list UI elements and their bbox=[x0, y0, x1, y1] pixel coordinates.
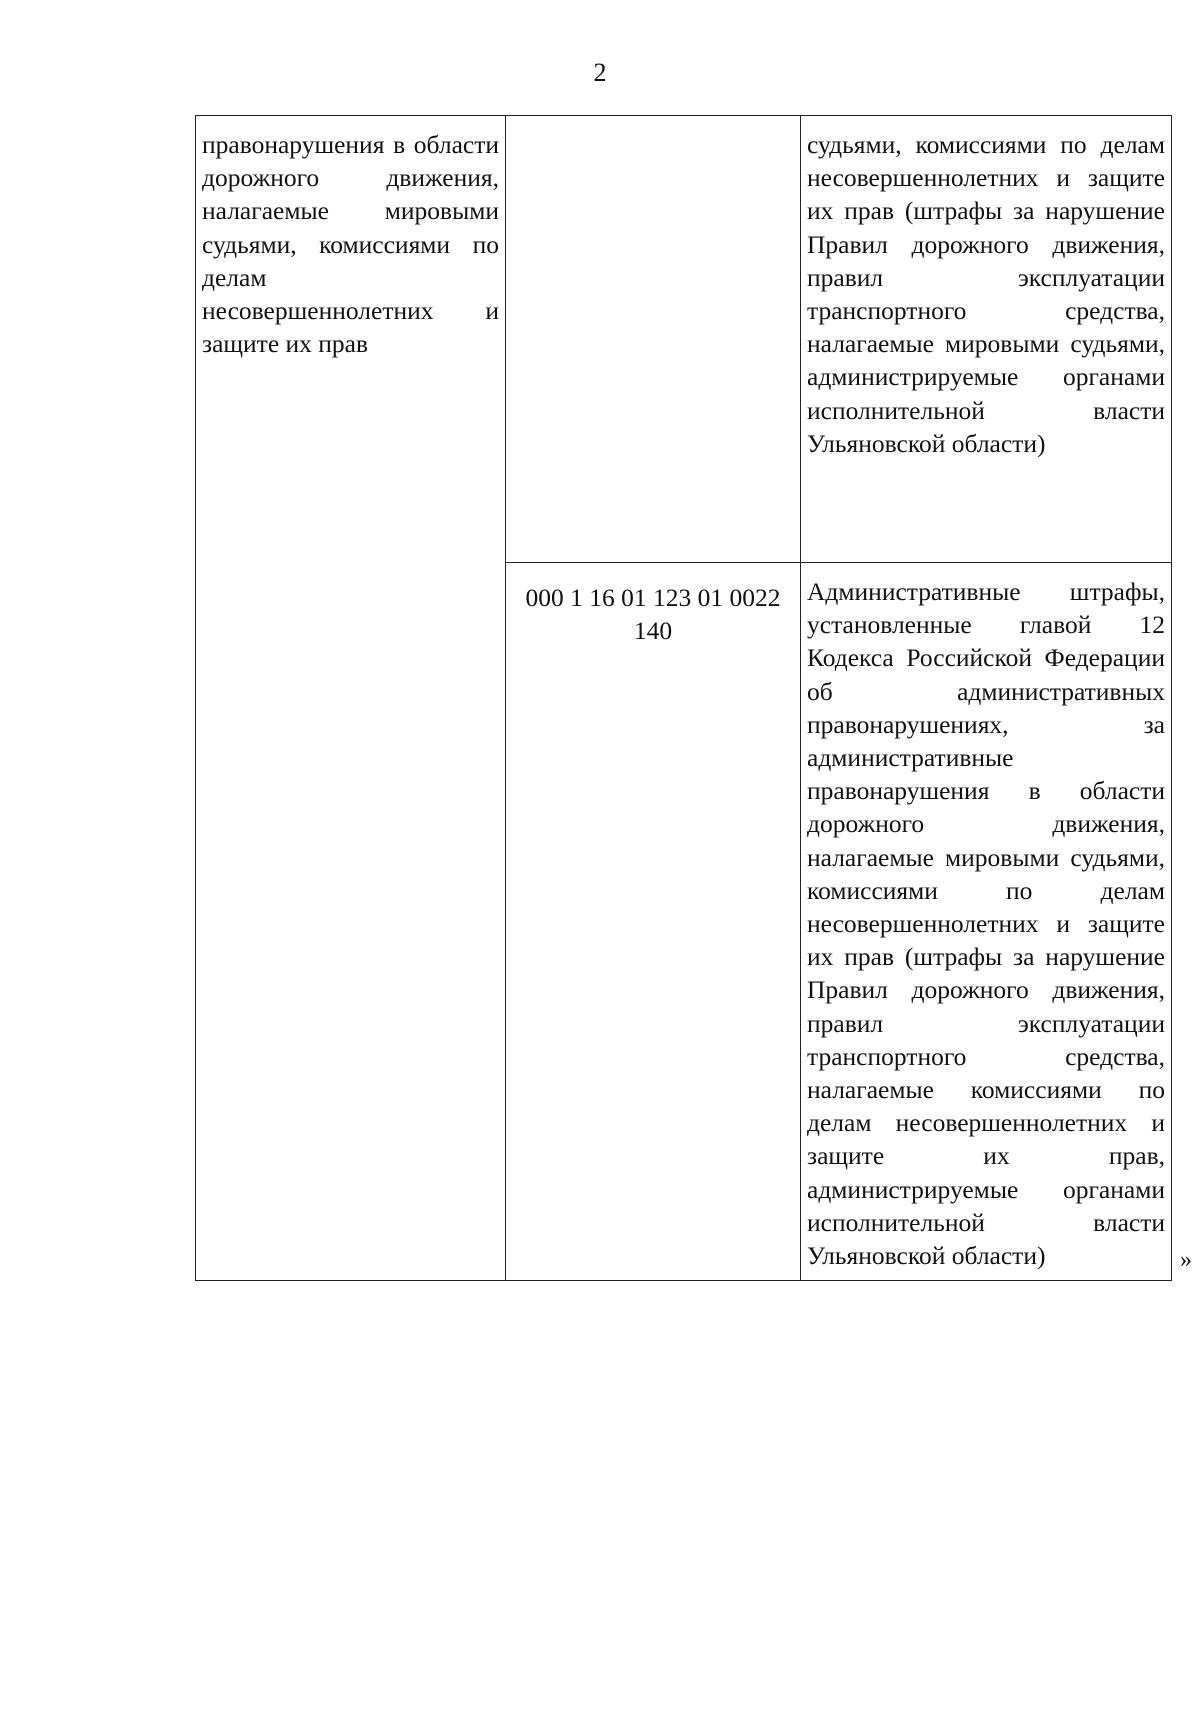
table-cell-description: Административные штрафы, установленные главой 12 Кодекса Российской Федерации об административных правонарушениях, за административные правонарушения в области дорожного движения, налагаемые мировыми судьями, комиссиями по делам несовершеннолетних и защите их прав (штрафы за нарушение Правил дорожного движения, правил эксплуатации транспортного средства, налагаемые комиссиями по делам несовершеннолетних и защите их прав, администрируемые органами исполнительной власти Ульяновской области) bbox=[801, 563, 1172, 1281]
table-cell-name: правонарушения в области дорожного движения, налагаемые мировыми судьями, комиссиями по делам несовершеннолетних и защите их прав bbox=[196, 116, 506, 1281]
closing-quote-mark: » bbox=[1180, 1247, 1192, 1274]
table-cell-code: 000 1 16 01 123 01 0022 140 bbox=[506, 563, 801, 1281]
table-row bbox=[196, 116, 1172, 563]
table-cell-description: судьями, комиссиями по делам несовершеннолетних и защите их прав (штрафы за нарушение Правил дорожного движения, правил эксплуатации транспортного средства, налагаемые мировыми судьями, администрируемые органами исполнительной власти Ульяновской области) bbox=[801, 116, 1172, 563]
table-cell-code bbox=[506, 116, 801, 563]
budget-codes-table bbox=[195, 115, 1172, 1281]
page-number: 2 bbox=[593, 58, 607, 87]
